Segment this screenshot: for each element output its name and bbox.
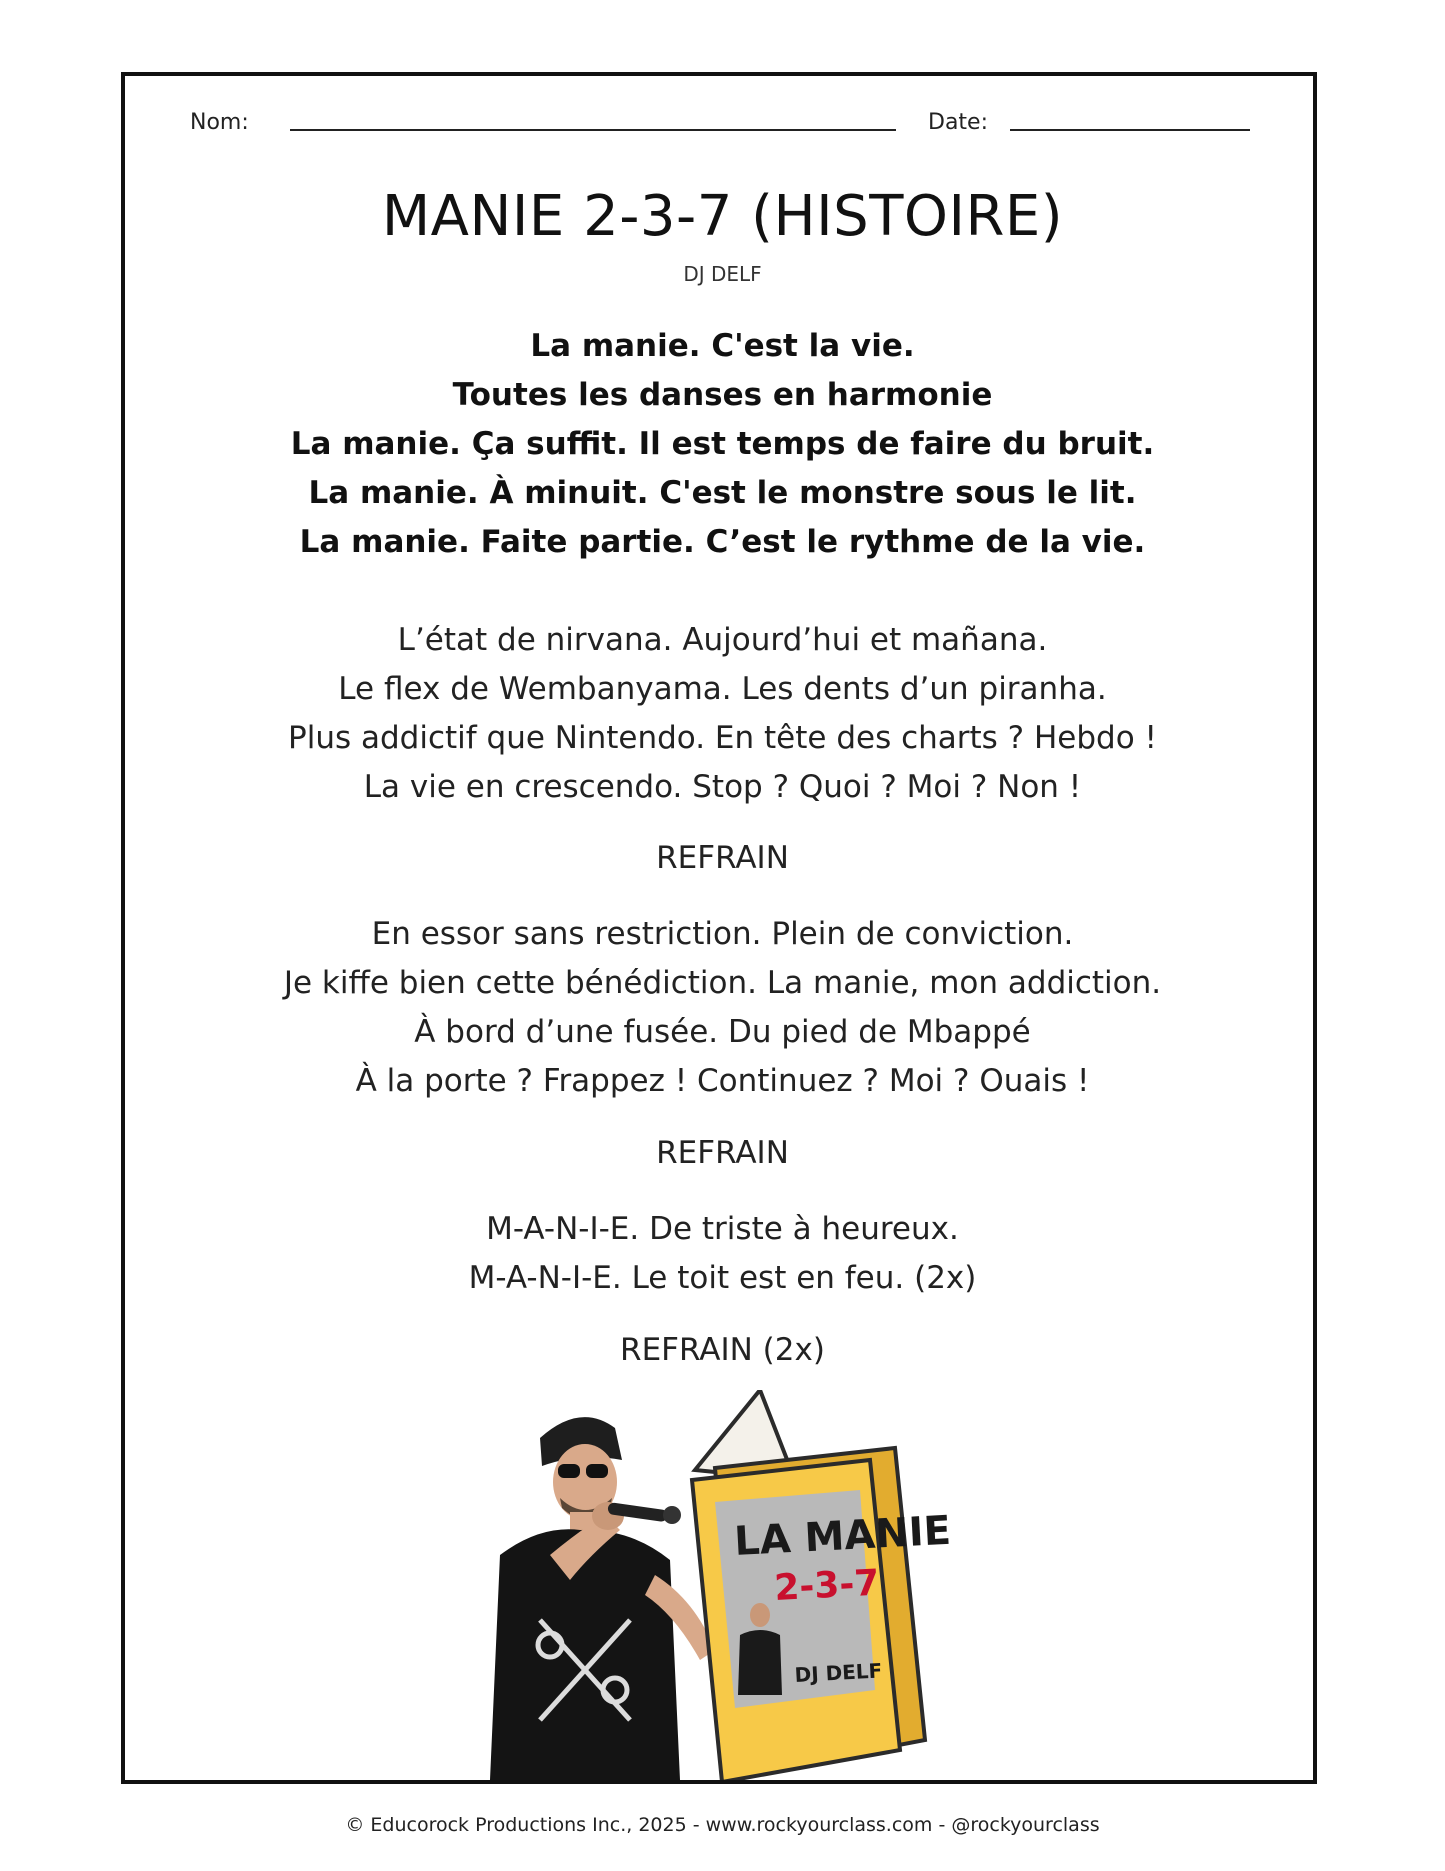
verse-2 <box>0 910 1445 1106</box>
refrain-label: REFRAIN <box>656 840 789 876</box>
page-title: MANIE 2-3-7 (HISTOIRE) <box>381 184 1064 249</box>
verse-line: Plus addictif que Nintendo. En tête des charts ? Hebdo ! <box>288 720 1157 756</box>
footer-credit: © Educorock Productions Inc., 2025 - www.rockyourclass.com - @rockyourclass <box>345 1814 1100 1836</box>
verse-line: À bord d’une fusée. Du pied de Mbappé <box>414 1014 1031 1050</box>
verse-line: La vie en crescendo. Stop ? Quoi ? Moi ? Non ! <box>363 769 1082 805</box>
verse-1 <box>0 616 1445 812</box>
chorus-line: La manie. Ça suffit. Il est temps de faire du bruit. <box>290 426 1155 462</box>
rapper-figure <box>490 1417 715 1780</box>
book-title-line2: 2-3-7 <box>773 1562 881 1609</box>
verse-line: À la porte ? Frappez ! Continuez ? Moi ? Ouais ! <box>355 1063 1090 1099</box>
verse-line: Le flex de Wembanyama. Les dents d’un piranha. <box>338 671 1107 707</box>
artist-name: DJ DELF <box>683 262 762 286</box>
book-icon <box>692 1390 952 1780</box>
verse-line: Je kiffe bien cette bénédiction. La manie, mon addiction. <box>283 965 1162 1001</box>
chorus-line: La manie. À minuit. C'est le monstre sous le lit. <box>308 475 1137 511</box>
refrain-label: REFRAIN (2x) <box>620 1332 825 1368</box>
chorus-line: La manie. Faite partie. C’est le rythme de la vie. <box>299 524 1146 560</box>
chorus-line: La manie. C'est la vie. <box>530 328 915 364</box>
illustration <box>430 1390 990 1780</box>
date-label: Date: <box>928 110 988 135</box>
date-field[interactable] <box>1010 129 1250 131</box>
bridge-line: M-A-N-I-E. De triste à heureux. <box>486 1211 959 1247</box>
book-author: DJ DELF <box>794 1658 883 1687</box>
book-title-line1: LA MANIE <box>733 1507 953 1565</box>
verse-line: L’état de nirvana. Aujourd’hui et mañana. <box>397 622 1048 658</box>
chorus-block <box>0 322 1445 567</box>
chorus-line: Toutes les danses en harmonie <box>452 377 993 413</box>
bridge-line: M-A-N-I-E. Le toit est en feu. (2x) <box>468 1260 977 1296</box>
header-row <box>190 110 1250 140</box>
name-field[interactable] <box>290 129 896 131</box>
bridge <box>0 1205 1445 1303</box>
verse-line: En essor sans restriction. Plein de conviction. <box>371 916 1074 952</box>
refrain-label: REFRAIN <box>656 1135 789 1171</box>
name-label: Nom: <box>190 110 249 135</box>
